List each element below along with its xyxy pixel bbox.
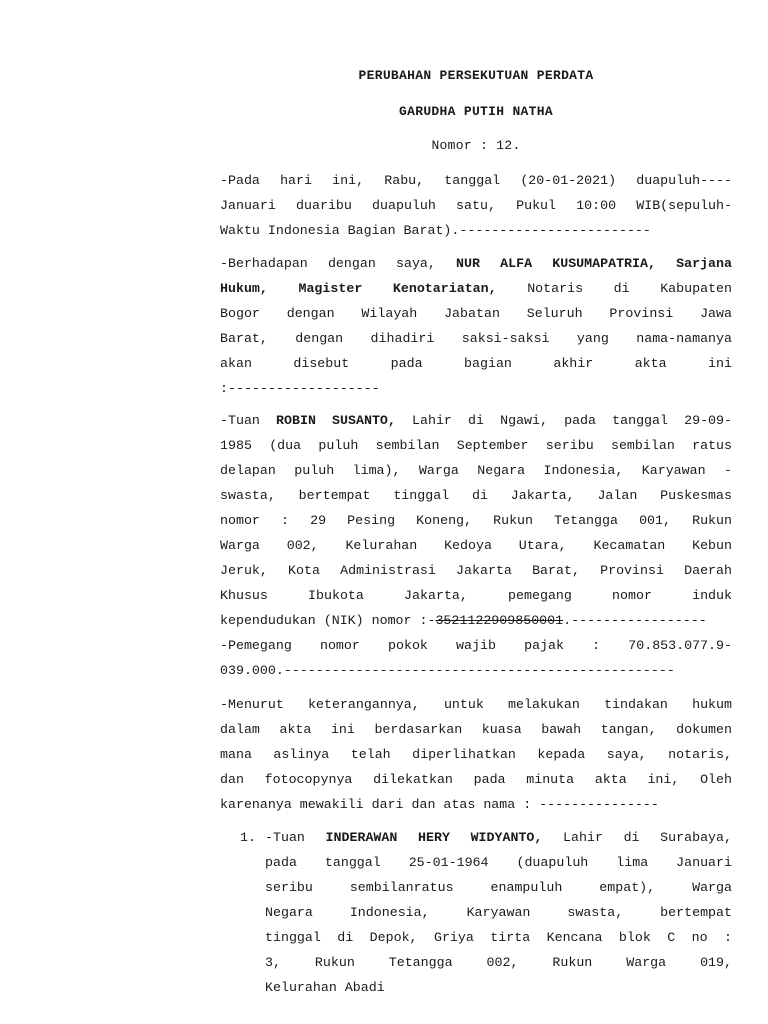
document-title: PERUBAHAN PERSEKUTUAN PERDATA xyxy=(358,68,594,83)
text-line: Jeruk, Kota Administrasi Jakarta Barat, Provinsi Daerah xyxy=(220,563,732,578)
notary-name: NUR ALFA KUSUMAPATRIA, Sarjana xyxy=(456,256,732,271)
text-line xyxy=(220,408,732,433)
text-line: dalam akta ini berdasarkan kuasa bawah tangan, dokumen xyxy=(220,722,732,737)
text-line: 3, Rukun Tetangga 002, Rukun Warga 019, xyxy=(265,955,732,970)
text-line: -Menurut keterangannya, untuk melakukan tindakan hukum xyxy=(220,697,732,712)
document-number: Nomor : 12. xyxy=(431,138,521,153)
text-line xyxy=(220,251,732,276)
paragraph-authority xyxy=(220,692,732,817)
paragraph-appearer xyxy=(220,408,732,683)
npwp-line: -Pemegang nomor pokok wajib pajak : 70.853.077.9- xyxy=(220,638,732,653)
text-fragment: -Berhadapan dengan saya, xyxy=(220,256,457,271)
text-line: pada tanggal 25-01-1964 (duapuluh lima Januari xyxy=(265,855,732,870)
nik-number: 3521122909850001 xyxy=(435,613,564,628)
text-line: 1985 (dua puluh sembilan September seribu sembilan ratus xyxy=(220,438,732,453)
document-subtitle: GARUDHA PUTIH NATHA xyxy=(399,104,553,119)
text-line: swasta, bertempat tinggal di Jakarta, Jalan Puskesmas xyxy=(220,488,732,503)
text-fragment: kependudukan (NIK) nomor :- xyxy=(220,613,436,628)
text-line: Barat, dengan dihadiri saksi-saksi yang nama-namanya xyxy=(220,331,732,346)
text-line: Januari duaribu duapuluh satu, Pukul 10:00 WIB(sepuluh- xyxy=(220,198,732,213)
text-line: 039.000.------------------------------------------------- xyxy=(220,663,675,678)
appearer-name: ROBIN SUSANTO, xyxy=(276,413,396,428)
nik-line xyxy=(220,608,732,633)
text-line: Waktu Indonesia Bagian Barat).------------------------ xyxy=(220,223,651,238)
text-line: mana aslinya telah diperlihatkan kepada saya, notaris, xyxy=(220,747,732,762)
paragraph-notary xyxy=(220,251,732,401)
text-line: Negara Indonesia, Karyawan swasta, bertempat xyxy=(265,905,732,920)
text-fragment: -Tuan xyxy=(265,830,326,845)
text-line xyxy=(265,825,732,850)
text-fragment: -Tuan xyxy=(220,413,277,428)
text-line: tinggal di Depok, Griya tirta Kencana blok C no : xyxy=(265,930,732,945)
text-line: -Pada hari ini, Rabu, tanggal (20-01-2021) duapuluh---- xyxy=(220,173,732,188)
principal-name: INDERAWAN HERY WIDYANTO, xyxy=(325,830,543,845)
text-line: Bogor dengan Wilayah Jabatan Seluruh Provinsi Jawa xyxy=(220,306,732,321)
text-fragment: Lahir di Surabaya, xyxy=(542,830,732,845)
text-fragment: Notaris di Kabupaten xyxy=(496,281,732,296)
paragraph-date xyxy=(220,168,732,243)
text-line: Warga 002, Kelurahan Kedoya Utara, Kecamatan Kebun xyxy=(220,538,732,553)
text-line: karenanya mewakili dari dan atas nama : --------------- xyxy=(220,797,659,812)
text-line: dan fotocopynya dilekatkan pada minuta akta ini, Oleh xyxy=(220,772,732,787)
notary-title: Hukum, Magister Kenotariatan, xyxy=(220,281,497,296)
text-line: :------------------- xyxy=(220,381,380,396)
text-line: delapan puluh lima), Warga Negara Indonesia, Karyawan - xyxy=(220,463,732,478)
text-line: Khusus Ibukota Jakarta, pemegang nomor induk xyxy=(220,588,732,603)
text-fragment: .----------------- xyxy=(563,613,707,628)
list-item-number: 1. xyxy=(240,830,256,845)
text-line: Kelurahan Abadi xyxy=(265,980,385,995)
text-line xyxy=(220,276,732,301)
text-line: akan disebut pada bagian akhir akta ini xyxy=(220,356,732,371)
text-fragment: Lahir di Ngawi, pada tanggal 29-09- xyxy=(395,413,732,428)
text-line: seribu sembilanratus enampuluh empat), Warga xyxy=(265,880,732,895)
list-item-body xyxy=(265,825,732,1000)
text-line: nomor : 29 Pesing Koneng, Rukun Tetangga 001, Rukun xyxy=(220,513,732,528)
